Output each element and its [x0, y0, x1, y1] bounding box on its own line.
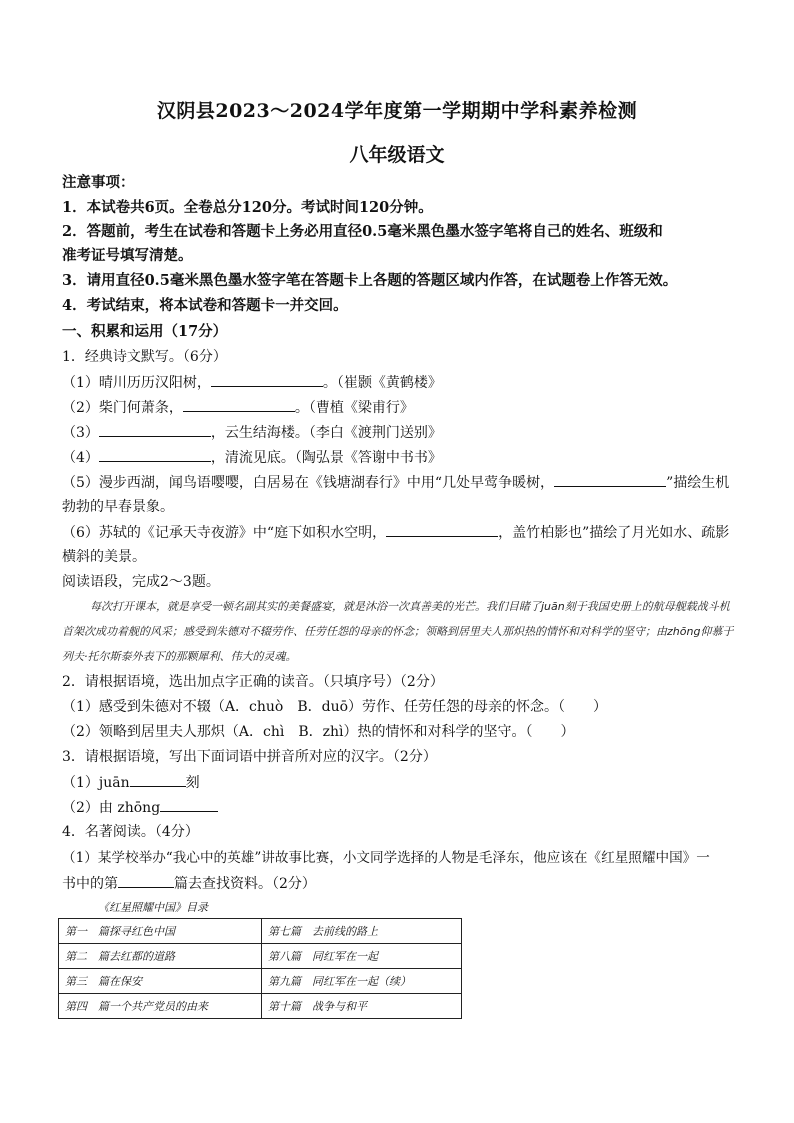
- question-part: [62, 873, 742, 894]
- answer-blank[interactable]: [386, 522, 498, 537]
- part-text: （5）漫步西湖，闻鸟语嘤嘤，白居易在《钱塘湖春行》中用“几处早莺争暖树，: [62, 475, 555, 491]
- question-part: [62, 447, 742, 468]
- exam-subtitle: 八年级语文: [349, 144, 445, 166]
- answer-blank[interactable]: [118, 873, 174, 888]
- reading-passage: 每次打开课本，就是享受一顿名副其实的美餐盛宴，就是沐浴一次真善美的光芒。我们目睹了juān刻于我国史册上的航母舰载战斗机首架次成功着舰的风采；感受到朱德对不辍劳作、任劳任怨的母亲的怀念；领略到居里夫人那炽热的情怀和对科学的坚守；由zhōng仰慕于列夫·托尔斯泰外表下的那颗犀利、伟大的灵魂。: [62, 600, 734, 663]
- table-row: [59, 944, 462, 969]
- table-cell: 第四 篇一个共产党员的由来: [59, 994, 262, 1019]
- reading-intro: 阅读语段，完成2～3题。: [62, 574, 220, 590]
- part-text: （1）juān: [62, 775, 130, 791]
- part-text: 书中的第: [62, 876, 118, 892]
- part-text: 。（曹植《梁甫行》: [294, 400, 414, 416]
- question-part: （1）感受到朱德对不辍（A．chuò B．duō）劳作、任劳任怨的母亲的怀念。（ ）: [62, 699, 608, 715]
- question-stem: 4．名著阅读。（4分）: [62, 824, 199, 840]
- question-part-continued: 勃勃的早春景象。: [62, 499, 174, 515]
- table-cell: 第三 篇在保安: [59, 969, 262, 994]
- note-item: 准考证号填写清楚。: [62, 247, 193, 264]
- part-text: 。（崔颢《黄鹤楼》: [322, 375, 442, 391]
- table-cell: 第九篇 同红军在一起（续）: [262, 969, 462, 994]
- exam-title: 汉阴县2023～2024学年度第一学期期中学科素养检测: [156, 100, 638, 122]
- question-part: [62, 522, 742, 543]
- note-item: 2．答题前，考生在试卷和答题卡上务必用直径0.5毫米黑色墨水签字笔将自己的姓名、班级和: [62, 223, 663, 240]
- question-part: [62, 797, 742, 818]
- question-part: （2）领略到居里夫人那炽（A．chì B．zhì）热的情怀和对科学的坚守。（ ）: [62, 724, 575, 740]
- part-text: （2）柴门何萧条，: [62, 400, 183, 416]
- question-stem: 1．经典诗文默写。（6分）: [62, 349, 227, 365]
- table-row: [59, 994, 462, 1019]
- question-part: （1）某学校举办“我心中的英雄”讲故事比赛，小文同学选择的人物是毛泽东，他应该在《红星照耀中国》一: [62, 850, 710, 866]
- answer-blank[interactable]: [99, 447, 211, 462]
- part-text: ，清流见底。（陶弘景《答谢中书书》: [210, 450, 442, 466]
- part-text: （6）苏轼的《记承天寺夜游》中“庭下如积水空明，: [62, 525, 387, 541]
- question-part: [62, 422, 742, 443]
- answer-blank[interactable]: [211, 372, 323, 387]
- answer-blank[interactable]: [160, 797, 218, 812]
- question-part: [62, 372, 742, 393]
- part-text: （3）: [62, 425, 99, 441]
- table-cell: 第十篇 战争与和平: [262, 994, 462, 1019]
- question-part: [62, 397, 742, 418]
- question-stem: 3．请根据语境，写出下面词语中拼音所对应的汉字。（2分）: [62, 749, 437, 765]
- note-item: 3．请用直径0.5毫米黑色墨水签字笔在答题卡上各题的答题区域内作答，在试题卷上作答无效。: [62, 272, 678, 289]
- answer-blank[interactable]: [183, 397, 295, 412]
- section-heading: 一、积累和运用（17分）: [62, 323, 228, 340]
- table-cell: 第七篇 去前线的路上: [262, 919, 462, 944]
- question-part-continued: 横斜的美景。: [62, 549, 146, 565]
- table-row: [59, 969, 462, 994]
- answer-blank[interactable]: [554, 472, 666, 487]
- note-item: 1．本试卷共6页。全卷总分120分。考试时间120分钟。: [62, 199, 433, 216]
- part-text: ，云生结海楼。（李白《渡荆门送别》: [210, 425, 442, 441]
- notes-heading: 注意事项：: [62, 174, 135, 191]
- toc-caption: 《红星照耀中国》目录: [98, 901, 208, 914]
- table-cell: 第二 篇去红都的道路: [59, 944, 262, 969]
- answer-blank[interactable]: [99, 422, 211, 437]
- question-stem: 2．请根据语境，选出加点字正确的读音。（只填序号）（2分）: [62, 674, 444, 690]
- answer-blank[interactable]: [130, 772, 186, 787]
- toc-table: [58, 918, 462, 1019]
- part-text: 篇去查找资料。（2分）: [174, 876, 316, 892]
- table-cell: 第八篇 同红军在一起: [262, 944, 462, 969]
- part-text: ”描绘生机: [666, 475, 730, 491]
- part-text: （4）: [62, 450, 99, 466]
- part-text: （1）晴川历历汉阳树，: [62, 375, 211, 391]
- part-text: ，盖竹柏影也”描绘了月光如水、疏影: [498, 525, 730, 541]
- note-item: 4．考试结束，将本试卷和答题卡一并交回。: [62, 297, 348, 314]
- table-cell: 第一 篇探寻红色中国: [59, 919, 262, 944]
- question-part: [62, 472, 742, 493]
- part-text: 刻: [185, 775, 200, 791]
- question-part: [62, 772, 742, 793]
- table-row: [59, 919, 462, 944]
- part-text: （2）由 zhōng: [62, 800, 161, 816]
